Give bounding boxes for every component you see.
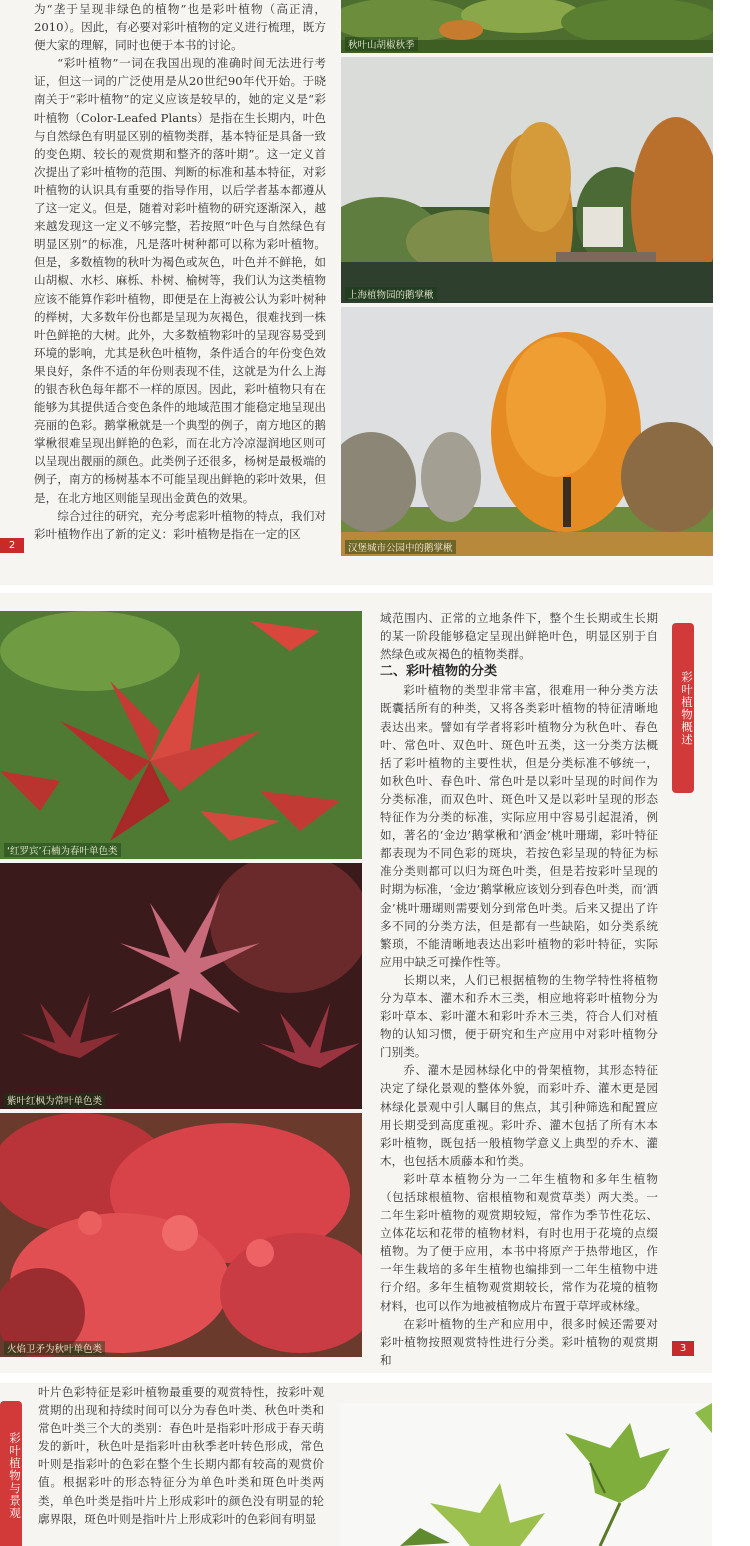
page-3-body-text xyxy=(380,609,658,1369)
paragraph: 彩叶草本植物分为一二年生植物和多年生植物（包括球根植物、宿根植物和观赏草类）两大类。一二年生彩叶植物的观赏期较短，常作为季节性花坛、立体花坛和花带的植物材料，有时也用于花境的点缀植物。为了便于应用，本书中将原产于热带地区，作一年生栽培的多年生植物也编排到一二年生植物中进行介绍。多年生植物观赏期较长，常作为花境的植物材料，也可以作为地被植物成片布置于草坪或林缘。 xyxy=(380,1171,658,1313)
paragraph: 乔、灌木是园林绿化中的骨架植物，其形态特征决定了绿化景观的整体外貌，而彩叶乔、灌木更是园林绿化景观中引人瞩目的焦点，其引种筛选和配置应用长期受到高度重视。彩叶乔、灌木包括了所有木本彩叶植物，既包括一般植物学意义上典型的乔木、灌木，也包括木质藤本和竹类。 xyxy=(380,1063,658,1168)
page-2-body-text xyxy=(34,0,326,543)
red-maple-photo xyxy=(0,863,362,1109)
chapter-side-tab: 彩叶植物与景观 xyxy=(0,1401,22,1546)
book-page-4-partial xyxy=(0,1383,712,1546)
photinia-red-robin-photo xyxy=(0,611,362,859)
photo-caption: ‘红罗宾’石楠为春叶单色类 xyxy=(4,843,121,857)
photo-caption: 汉堡城市公园中的鹅掌楸 xyxy=(345,540,456,554)
page-4-body-text xyxy=(38,1383,324,1528)
garden-photo xyxy=(341,0,713,53)
tulip-tree-shanghai-photo xyxy=(341,57,713,303)
photo-caption: 秋叶山胡椒秋季 xyxy=(345,37,418,51)
tulip-tree-hamburg-photo xyxy=(341,307,713,556)
paragraph: 长期以来，人们已根据植物的生物学特性将植物分为草本、灌木和乔木三类，相应地将彩叶植物分为彩叶草本、彩叶灌木和彩叶乔木三类，符合人们对植物的认知习惯，便于研究和生产应用中对彩叶植物分门别类。 xyxy=(380,972,658,1060)
burning-bush-photo xyxy=(0,1113,362,1357)
chapter-side-tab: 彩叶植物概述 xyxy=(672,623,694,793)
paragraph: 叶片色彩特征是彩叶植物最重要的观赏特性，按彩叶观赏期的出现和持续时间可以分为春色叶类、秋色叶类和常色叶类三个大的类别：春色叶是指彩叶形成于春天萌发的新叶，秋色叶是指彩叶由秋季老叶转色形成，常色叶则是指彩叶的色彩在整个生长期内都有较高的观赏价值。根据彩叶的形态特征分为单色叶类和斑色叶类两类，单色叶类是指叶片上形成彩叶的颜色没有明显的轮廓界限，斑色叶则是指叶片上形成彩叶的色彩间有明显 xyxy=(38,1385,324,1526)
paragraph: 综合过往的研究，充分考虑彩叶植物的特点，我们对彩叶植物作出了新的定义：彩叶植物是指在一定的区 xyxy=(34,508,326,541)
paragraph: 彩叶植物的类型非常丰富，很难用一种分类方法既囊括所有的种类，又将各类彩叶植物的特征清晰地表达出来。譬如有学者将彩叶植物分为秋色叶、春色叶、常色叶、双色叶、斑色叶五类，这一分类方法概括了彩叶植物的主要性状，但是分类标准不够统一，如秋色叶、春色叶、常色叶是以彩叶呈现的时间作为分类标准，而双色叶、斑色叶又是以彩叶呈现的形态特征作为分类的标准，实际应用中容易引起混淆，例如，著名的‘金边’鹅掌楸和‘洒金’桃叶珊瑚，彩叶特征都表现为不同色彩的斑块，若按色彩呈现的特征为标准分类则都可以归为斑色叶类，但是若按彩叶呈现的时期为标准，‘金边’鹅掌楸应该划分到春色叶类，而‘洒金’桃叶珊瑚则需要划分到常色叶类。后来又提出了许多不同的分类方法，但是都有一些缺陷，如分类系统繁琐，不能清晰地表达出彩叶植物的彩叶特征，实际应用中缺乏可操作性等。 xyxy=(380,683,658,969)
page-number: 3 xyxy=(672,1341,694,1356)
page-number: 2 xyxy=(0,538,24,553)
photo-caption: 火焰卫矛为秋叶单色类 xyxy=(4,1341,105,1355)
tulip-tree-leaves-photo xyxy=(340,1403,712,1546)
paragraph: 在彩叶植物的生产和应用中，很多时候还需要对彩叶植物按照观赏特性进行分类。彩叶植物的观赏期和 xyxy=(380,1316,658,1367)
photo-caption: 紫叶红枫为常叶单色类 xyxy=(4,1093,105,1107)
book-page-2 xyxy=(0,0,713,585)
paragraph: 域范围内、正常的立地条件下，整个生长期或生长期的某一阶段能够稳定呈现出鲜艳叶色，明显区别于自然绿色或灰褐色的植物类群。 xyxy=(380,611,658,662)
photo-caption: 上海植物园的鹅掌楸 xyxy=(345,287,437,301)
book-page-3 xyxy=(0,593,712,1373)
paragraph: “彩叶植物”一词在我国出现的准确时间无法进行考证，但这一词的广泛使用是从20世纪90年代开始。于晓南关于“彩叶植物”的定义应该是较早的，她的定义是“彩叶植物（Color-Leafed Plants）是指在生长期内，叶色与自然绿色有明显区别的植物类群，基本特征是具备一致的变色期、较长的观赏期和整齐的落叶期”。这一定义首次提出了彩叶植物的范围、判断的标准和基本特征，对彩叶植物的认识具有重要的指导作用，以后学者基本都遵从了这一定义。但是，随着对彩叶植物的研究逐渐深入，越来越发现这一定义不够完整，若按照“叶色与自然绿色有明显区别”的标准，凡是落叶树种都可以称为彩叶植物。但是，多数植物的秋叶为褐色或灰色，叶色并不鲜艳，如山胡椒、水杉、麻栎、朴树、榆树等，我们认为这类植物应该不能算作彩叶植物，即便是在上海被公认为彩叶树种的榉树，大多数年份也都是呈现为灰褐色，很难找到一株叶色鲜艳的大树。此外，大多数植物彩叶的呈现容易受到环境的影响，尤其是秋色叶植物，条件适合的年份变色效果良好，条件不适的年份则表现不佳，这就是为什么上海的银杏秋色每年都不一样的原因。因此，彩叶植物只有在能够为其提供适合变色条件的地域范围才能稳定地呈现出亮丽的色彩。鹅掌楸就是一个典型的例子，南方地区的鹅掌楸很难呈现出鲜艳的色彩，而在北方冷凉湿润地区则可以呈现出靓丽的颜色。此类例子还很多，杨树是最极端的例子，南方的杨树基本不可能呈现出鲜艳的彩叶效果，但是，在北方地区则能呈现出金黄色的效果。 xyxy=(34,56,326,505)
section-heading: 二、彩叶植物的分类 xyxy=(380,664,498,680)
paragraph: 为“垄于呈现非绿色的植物”也是彩叶植物（高正清，2010）。因此，有必要对彩叶植物的定义进行梳理，既方便大家的理解，同时也便于本书的讨论。 xyxy=(34,2,326,53)
